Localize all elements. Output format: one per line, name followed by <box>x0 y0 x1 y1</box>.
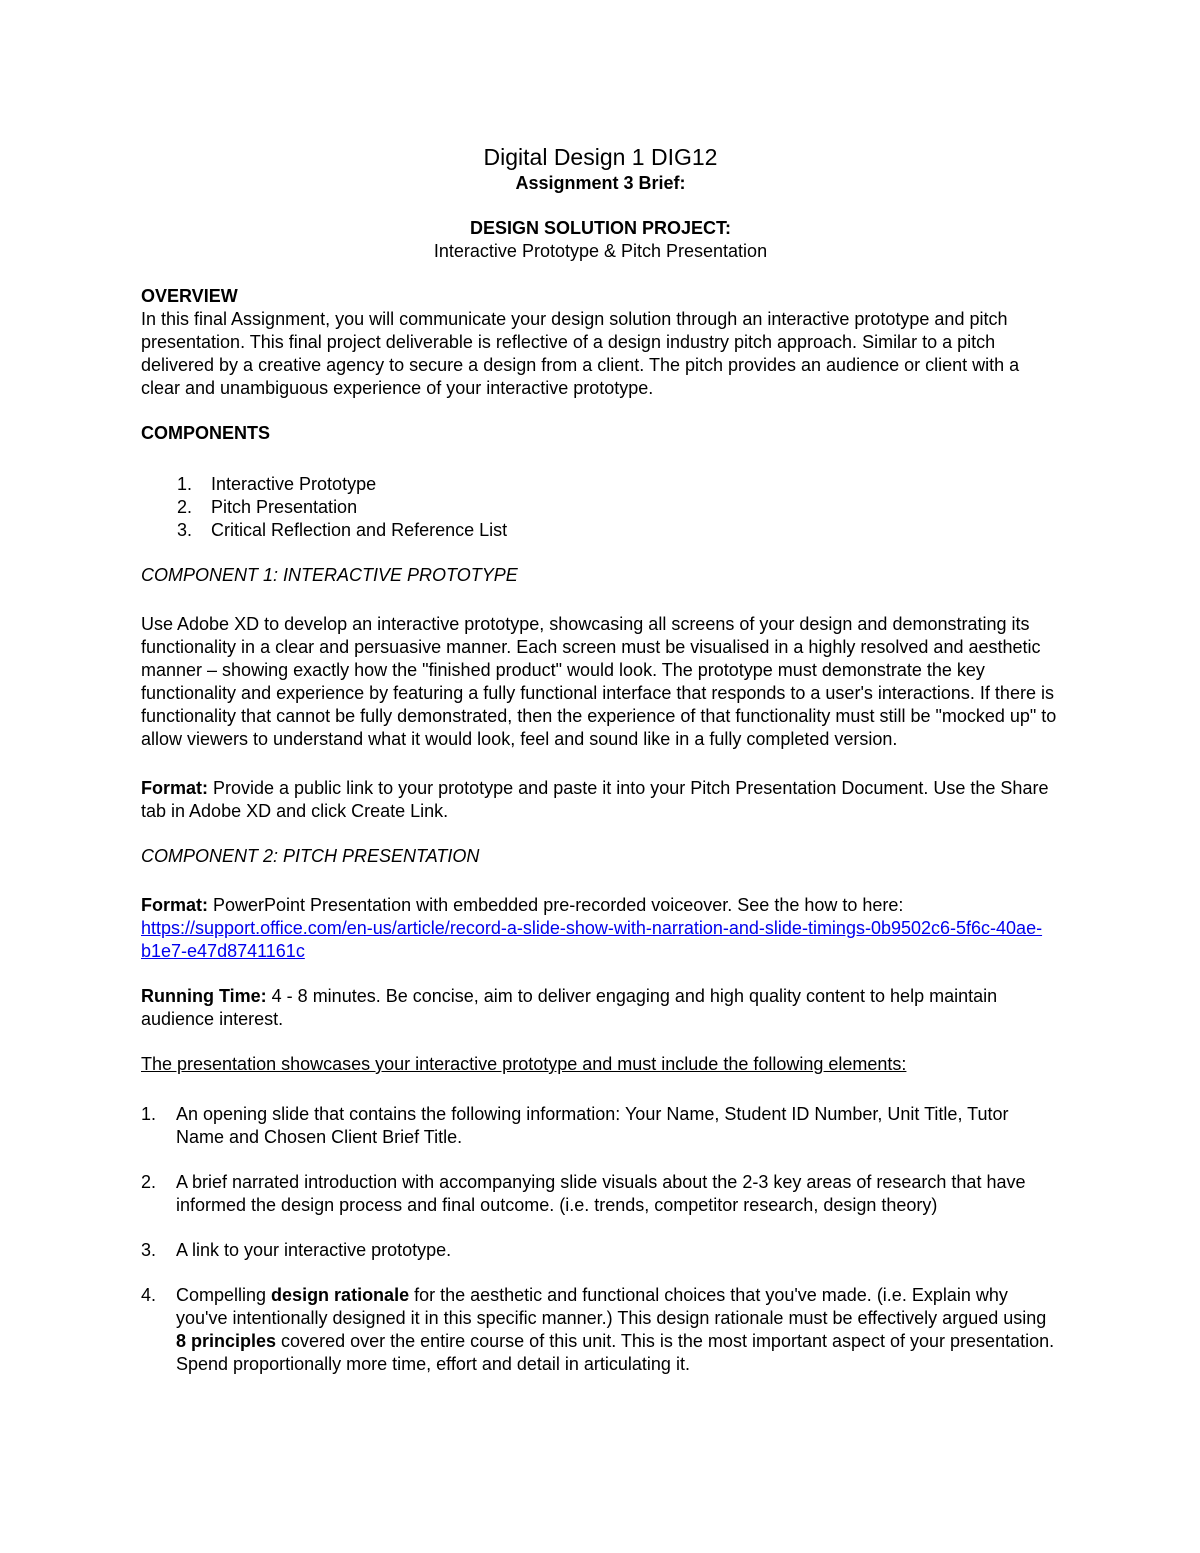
list-number: 3. <box>141 1240 157 1260</box>
list-item <box>141 473 1060 496</box>
list-number: 1. <box>141 1104 157 1124</box>
components-section <box>141 422 1060 542</box>
component1-section <box>141 564 1060 823</box>
list-item-text <box>176 1285 1054 1374</box>
elements-list <box>141 1103 1060 1376</box>
list-item <box>141 1284 1060 1376</box>
elements-intro: The presentation showcases your interactive prototype and must include the following elements: <box>141 1054 907 1074</box>
list-item-text: An opening slide that contains the following information: Your Name, Student ID Number, Unit Title, Tutor Name and Chosen Client Brief Title. <box>176 1104 1009 1147</box>
emphasis-principles: 8 principles <box>176 1331 277 1351</box>
list-item-label: Critical Reflection and Reference List <box>211 520 508 540</box>
list-item <box>141 519 1060 542</box>
list-item <box>141 1239 1060 1262</box>
list-item-label: Interactive Prototype <box>211 474 377 494</box>
list-item-text: A link to your interactive prototype. <box>176 1240 452 1260</box>
document-header <box>141 0 1060 263</box>
running-time-text: 4 - 8 minutes. Be concise, aim to deliver engaging and high quality content to help maintain audience interest. <box>141 986 998 1029</box>
overview-body: In this final Assignment, you will communicate your design solution through an interactive prototype and pitch presentation. This final project deliverable is reflective of a design industry pitch approach. Similar to a pitch delivered by a creative agency to secure a design from a client. The pitch provides an audience or client with a clear and unambiguous experience of your interactive prototype. <box>141 309 1020 398</box>
component2-format <box>141 894 1060 963</box>
overview-heading: OVERVIEW <box>141 286 238 306</box>
list-item-label: Pitch Presentation <box>211 497 358 517</box>
list-item-text: A brief narrated introduction with accompanying slide visuals about the 2-3 key areas of research that have informed the design process and final outcome. (i.e. trends, competitor research, design theory) <box>176 1172 1026 1215</box>
format-text: Provide a public link to your prototype and paste it into your Pitch Presentation Document. Use the Share tab in Adobe XD and click Create Link. <box>141 778 1049 821</box>
document-title: Digital Design 1 DIG12 <box>483 144 718 170</box>
list-item <box>141 1103 1060 1149</box>
overview-section <box>141 285 1060 400</box>
list-item <box>141 496 1060 519</box>
list-number: 4. <box>141 1285 157 1305</box>
list-number: 1. <box>177 474 193 494</box>
running-time-label: Running Time: <box>141 986 267 1006</box>
format-label: Format: <box>141 778 208 798</box>
format-text: PowerPoint Presentation with embedded pre-recorded voiceover. See the how to here: <box>208 895 904 915</box>
list-number: 2. <box>177 497 193 517</box>
support-link[interactable]: https://support.office.com/en-us/article/record-a-slide-show-with-narration-and-slide-timings-0b9502c6-5f6c-40ae-b1e7-e47d8741161c <box>141 918 1043 961</box>
text-part: Compelling <box>176 1285 272 1305</box>
format-label: Format: <box>141 895 208 915</box>
project-name: Interactive Prototype & Pitch Presentation <box>433 241 768 261</box>
component2-heading: COMPONENT 2: PITCH PRESENTATION <box>141 846 480 866</box>
component1-heading: COMPONENT 1: INTERACTIVE PROTOTYPE <box>141 565 518 585</box>
component1-body: Use Adobe XD to develop an interactive prototype, showcasing all screens of your design and demonstrating its functionality in a clear and persuasive manner. Each screen must be visualised in a highly resolved and aesthetic manner – showing exactly how the "finished product" would look. The prototype must demonstrate the key functionality and experience by featuring a fully functional interface that responds to a user's interactions. If there is functionality that cannot be fully demonstrated, then the experience of that functionality must still be "mocked up" to allow viewers to understand what it would look, feel and sound like in a fully completed version. <box>141 614 1057 749</box>
list-item <box>141 1171 1060 1217</box>
list-number: 2. <box>141 1172 157 1192</box>
component2-section <box>141 845 1060 1376</box>
list-number: 3. <box>177 520 193 540</box>
components-heading: COMPONENTS <box>141 423 271 443</box>
project-label: DESIGN SOLUTION PROJECT: <box>469 218 732 238</box>
assignment-subtitle: Assignment 3 Brief: <box>515 173 686 193</box>
emphasis-design-rationale: design rationale <box>271 1285 410 1305</box>
text-part: for the aesthetic and functional choices that you've made. (i.e. Explain why you've intentionally designed it in this specific manner.) This design rationale must be effectively argued using <box>176 1285 1047 1328</box>
text-part: covered over the entire course of this unit. This is the most important aspect of your presentation. Spend proportionally more time, effort and detail in articulating it. <box>176 1331 1055 1374</box>
running-time <box>141 985 1060 1031</box>
component1-format <box>141 777 1060 823</box>
components-list <box>141 473 1060 542</box>
